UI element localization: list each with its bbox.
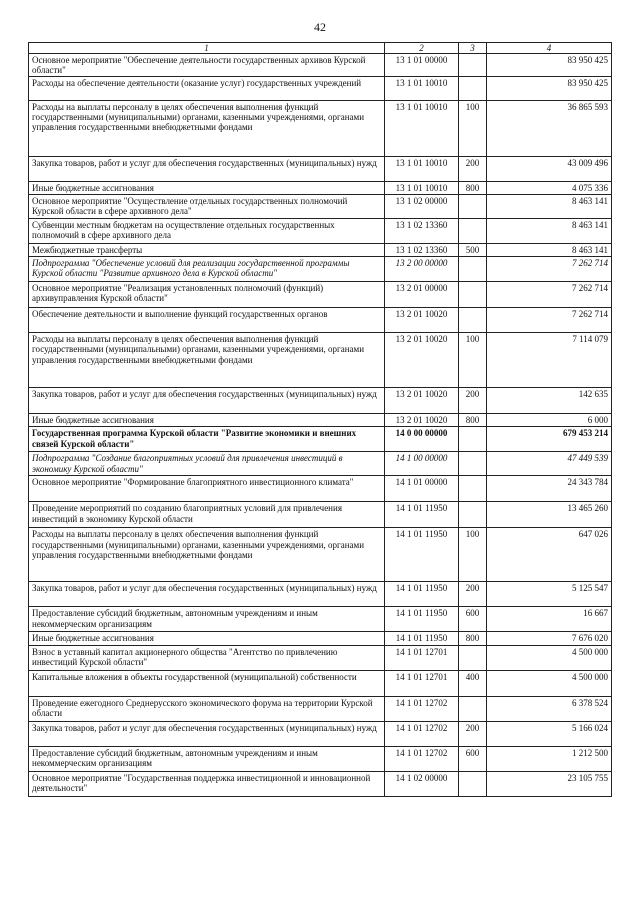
row-sum-cell: 4 500 000 (487, 645, 612, 670)
row-code-cell: 14 1 01 12702 (385, 721, 459, 746)
row-name-cell: Предоставление субсидий бюджетным, автономным учреждениям и иным некоммерческим организациям (29, 607, 385, 632)
row-name-cell: Проведение мероприятий по созданию благоприятных условий для привлечения инвестиций в экономику Курской области (29, 502, 385, 528)
table-row (29, 182, 612, 195)
row-name-cell: Государственная программа Курской области "Развитие экономики и внешних связей Курской области" (29, 427, 385, 452)
row-type-cell: 800 (459, 182, 487, 195)
row-type-cell (459, 219, 487, 244)
row-type-cell (459, 696, 487, 721)
row-sum-cell: 4 075 336 (487, 182, 612, 195)
table-row (29, 476, 612, 502)
row-sum-cell: 142 635 (487, 388, 612, 414)
row-type-cell (459, 452, 487, 476)
row-name-cell: Основное мероприятие "Реализация установленных полномочий (функций) архивуправления Курской области" (29, 282, 385, 308)
table-row (29, 282, 612, 308)
row-name-cell: Закупка товаров, работ и услуг для обеспечения государственных (муниципальных) нужд (29, 157, 385, 182)
row-sum-cell: 16 667 (487, 607, 612, 632)
table-row (29, 632, 612, 645)
row-type-cell: 100 (459, 528, 487, 582)
row-sum-cell: 13 465 260 (487, 502, 612, 528)
row-type-cell: 800 (459, 632, 487, 645)
row-sum-cell: 7 262 714 (487, 257, 612, 282)
row-code-cell: 13 1 01 00000 (385, 54, 459, 77)
row-type-cell (459, 54, 487, 77)
row-code-cell: 13 1 02 13360 (385, 244, 459, 257)
row-name-cell: Иные бюджетные ассигнования (29, 414, 385, 427)
row-code-cell: 13 2 01 10020 (385, 308, 459, 333)
row-sum-cell: 8 463 141 (487, 244, 612, 257)
row-name-cell: Основное мероприятие "Государственная поддержка инвестиционной и инновационной деятельности" (29, 771, 385, 796)
row-type-cell (459, 502, 487, 528)
row-code-cell: 13 2 01 10020 (385, 333, 459, 388)
row-name-cell: Закупка товаров, работ и услуг для обеспечения государственных (муниципальных) нужд (29, 582, 385, 607)
table-row (29, 157, 612, 182)
table-row (29, 771, 612, 796)
row-type-cell (459, 427, 487, 452)
table-row (29, 670, 612, 696)
row-type-cell: 800 (459, 414, 487, 427)
table-row (29, 414, 612, 427)
table-row (29, 528, 612, 582)
row-code-cell: 14 1 01 11950 (385, 582, 459, 607)
row-type-cell: 600 (459, 607, 487, 632)
row-name-cell: Обеспечение деятельности и выполнение функций государственных органов (29, 308, 385, 333)
row-sum-cell: 8 463 141 (487, 219, 612, 244)
row-name-cell: Подпрограмма "Обеспечение условий для реализации государственной программы Курской области "Развитие архивного дела в Курской области" (29, 257, 385, 282)
row-sum-cell: 6 000 (487, 414, 612, 427)
row-sum-cell: 7 114 079 (487, 333, 612, 388)
column-header-code: 2 (385, 43, 459, 54)
table-row (29, 427, 612, 452)
table-row (29, 333, 612, 388)
row-sum-cell: 47 449 539 (487, 452, 612, 476)
row-name-cell: Иные бюджетные ассигнования (29, 182, 385, 195)
row-code-cell: 14 1 01 12701 (385, 670, 459, 696)
row-name-cell: Проведение ежегодного Среднерусского экономического форума на территории Курской области (29, 696, 385, 721)
row-sum-cell: 7 676 020 (487, 632, 612, 645)
row-sum-cell: 83 950 425 (487, 77, 612, 101)
budget-table (28, 42, 612, 797)
row-sum-cell: 647 026 (487, 528, 612, 582)
column-header-sum: 4 (487, 43, 612, 54)
row-name-cell: Расходы на выплаты персоналу в целях обеспечения выполнения функций государственными (муниципальными) органами, казенными учреждениями, органами управления государственными внебюджетными фондами (29, 528, 385, 582)
row-code-cell: 13 1 02 13360 (385, 219, 459, 244)
row-name-cell: Межбюджетные трансферты (29, 244, 385, 257)
table-row (29, 502, 612, 528)
row-sum-cell: 5 166 024 (487, 721, 612, 746)
row-code-cell: 14 1 01 12701 (385, 645, 459, 670)
row-type-cell (459, 645, 487, 670)
row-type-cell: 200 (459, 388, 487, 414)
row-type-cell (459, 77, 487, 101)
table-row (29, 721, 612, 746)
row-name-cell: Основное мероприятие "Осуществление отдельных государственных полномочий Курской области в сфере архивного дела" (29, 195, 385, 219)
table-row (29, 746, 612, 771)
table-row (29, 244, 612, 257)
row-code-cell: 13 2 01 10020 (385, 414, 459, 427)
row-name-cell: Основное мероприятие "Формирование благоприятного инвестиционного климата" (29, 476, 385, 502)
row-code-cell: 13 1 01 10010 (385, 157, 459, 182)
row-code-cell: 14 1 01 11950 (385, 502, 459, 528)
table-row (29, 308, 612, 333)
row-type-cell: 100 (459, 333, 487, 388)
row-name-cell: Предоставление субсидий бюджетным, автономным учреждениям и иным некоммерческим организациям (29, 746, 385, 771)
row-sum-cell: 7 262 714 (487, 308, 612, 333)
row-sum-cell: 679 453 214 (487, 427, 612, 452)
row-sum-cell: 24 343 784 (487, 476, 612, 502)
table-row (29, 101, 612, 157)
row-code-cell: 13 1 01 10010 (385, 182, 459, 195)
row-type-cell: 100 (459, 101, 487, 157)
table-row (29, 219, 612, 244)
table-row (29, 195, 612, 219)
row-code-cell: 13 1 01 10010 (385, 77, 459, 101)
column-header-type: 3 (459, 43, 487, 54)
row-code-cell: 14 1 01 11950 (385, 528, 459, 582)
row-sum-cell: 6 378 524 (487, 696, 612, 721)
row-name-cell: Расходы на выплаты персоналу в целях обеспечения выполнения функций государственными (муниципальными) органами, казенными учреждениями, органами управления государственными внебюджетными фондами (29, 101, 385, 157)
table-row (29, 54, 612, 77)
row-code-cell: 14 1 01 00000 (385, 476, 459, 502)
row-sum-cell: 43 009 496 (487, 157, 612, 182)
row-sum-cell: 5 125 547 (487, 582, 612, 607)
row-code-cell: 14 1 01 12702 (385, 746, 459, 771)
row-name-cell: Капитальные вложения в объекты государственной (муниципальной) собственности (29, 670, 385, 696)
table-row (29, 696, 612, 721)
row-code-cell: 13 2 01 00000 (385, 282, 459, 308)
row-type-cell: 200 (459, 582, 487, 607)
table-row (29, 645, 612, 670)
row-name-cell: Основное мероприятие "Обеспечение деятельности государственных архивов Курской области" (29, 54, 385, 77)
table-header-row (29, 43, 612, 54)
row-sum-cell: 83 950 425 (487, 54, 612, 77)
row-code-cell: 13 2 00 00000 (385, 257, 459, 282)
table-row (29, 388, 612, 414)
row-sum-cell: 36 865 593 (487, 101, 612, 157)
row-type-cell (459, 771, 487, 796)
row-name-cell: Подпрограмма "Создание благоприятных условий для привлечения инвестиций в экономику Курской области" (29, 452, 385, 476)
row-code-cell: 14 1 01 11950 (385, 632, 459, 645)
table-row (29, 607, 612, 632)
row-type-cell (459, 195, 487, 219)
row-name-cell: Расходы на обеспечение деятельности (оказание услуг) государственных учреждений (29, 77, 385, 101)
row-code-cell: 14 1 01 11950 (385, 607, 459, 632)
table-row (29, 582, 612, 607)
row-code-cell: 14 1 00 00000 (385, 452, 459, 476)
row-type-cell (459, 476, 487, 502)
row-name-cell: Иные бюджетные ассигнования (29, 632, 385, 645)
row-type-cell (459, 257, 487, 282)
row-type-cell (459, 308, 487, 333)
column-header-name: 1 (29, 43, 385, 54)
page-number: 42 (314, 20, 326, 34)
row-code-cell: 13 1 02 00000 (385, 195, 459, 219)
row-code-cell: 13 2 01 10020 (385, 388, 459, 414)
table-row (29, 77, 612, 101)
row-name-cell: Закупка товаров, работ и услуг для обеспечения государственных (муниципальных) нужд (29, 388, 385, 414)
row-code-cell: 14 0 00 00000 (385, 427, 459, 452)
row-name-cell: Закупка товаров, работ и услуг для обеспечения государственных (муниципальных) нужд (29, 721, 385, 746)
row-sum-cell: 23 105 755 (487, 771, 612, 796)
row-code-cell: 14 1 01 12702 (385, 696, 459, 721)
table-row (29, 257, 612, 282)
row-type-cell: 600 (459, 746, 487, 771)
row-name-cell: Взнос в уставный капитал акционерного общества "Агентство по привлечению инвестиций Курской области" (29, 645, 385, 670)
row-type-cell (459, 282, 487, 308)
row-sum-cell: 1 212 500 (487, 746, 612, 771)
row-code-cell: 14 1 02 00000 (385, 771, 459, 796)
row-code-cell: 13 1 01 10010 (385, 101, 459, 157)
table-row (29, 452, 612, 476)
row-type-cell: 200 (459, 721, 487, 746)
row-type-cell: 500 (459, 244, 487, 257)
row-type-cell: 200 (459, 157, 487, 182)
row-sum-cell: 7 262 714 (487, 282, 612, 308)
row-name-cell: Расходы на выплаты персоналу в целях обеспечения выполнения функций государственными (муниципальными) органами, казенными учреждениями, органами управления государственными внебюджетными фондами (29, 333, 385, 388)
row-sum-cell: 4 500 000 (487, 670, 612, 696)
row-sum-cell: 8 463 141 (487, 195, 612, 219)
row-type-cell: 400 (459, 670, 487, 696)
row-name-cell: Субвенции местным бюджетам на осуществление отдельных государственных полномочий в сфере архивного дела (29, 219, 385, 244)
